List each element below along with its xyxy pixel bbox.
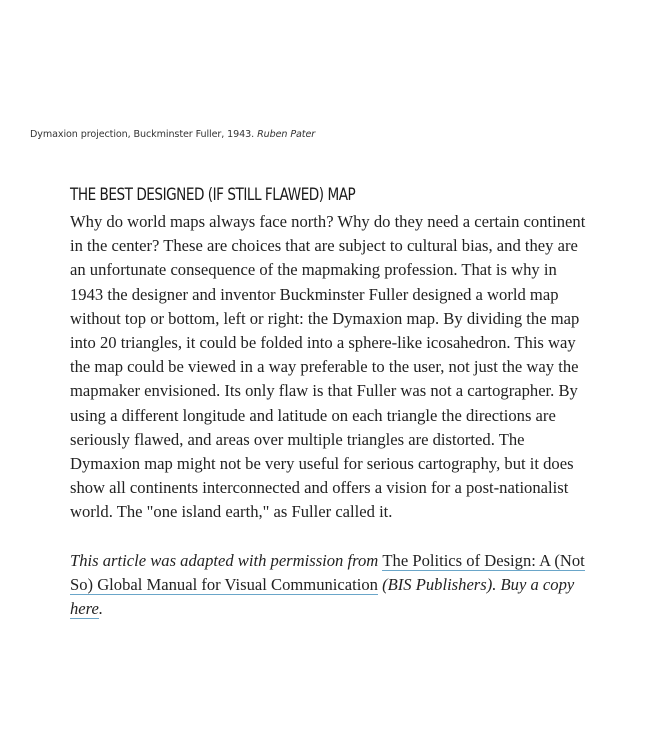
note-end: .	[98, 599, 104, 619]
book-link-line2[interactable]: So) Global Manual for Visual Communication	[70, 574, 378, 594]
book-link-line1[interactable]: The Politics of Design: A (Not	[382, 550, 585, 570]
caption-text: Dymaxion projection, Buckminster Fuller, 1943.	[30, 129, 258, 140]
caption-credit: Ruben Pater	[257, 129, 316, 140]
image-caption	[30, 129, 315, 140]
attribution-intro: This article was adapted with permission from	[70, 550, 383, 570]
attribution-note	[70, 549, 605, 622]
buy-link-label: here	[70, 599, 99, 619]
article	[70, 184, 605, 621]
article-paragraph: Why do world maps always face north? Why do they need a certain continent in the center? These are choices that are subject to cultural bias, and they are an unfortunate consequence of the mapmaking profession. That is why in 1943 the designer and inventor Buckminster Fuller designed a world map without top or bottom, left or right: the Dymaxion map. By dividing the map into 20 triangles, it could be folded into a sphere-like icosahedron. This way the map could be viewed in a way preferable to the user, not just the way the mapmaker envisioned. Its only flaw is that Fuller was not a cartographer. By using a different longitude and latitude on each triangle the directions are seriously flawed, and areas over multiple triangles are distorted. The Dymaxion map might not be very useful for serious cartography, but it does show all continents interconnected and offers a vision for a post-nationalist world. The "one island earth," as Fuller called it.	[70, 212, 586, 522]
section-heading: THE BEST DESIGNED (IF STILL FLAWED) MAP	[70, 185, 356, 205]
buy-link[interactable]	[70, 599, 99, 619]
publisher-text: (BIS Publishers). Buy a copy	[377, 574, 575, 594]
